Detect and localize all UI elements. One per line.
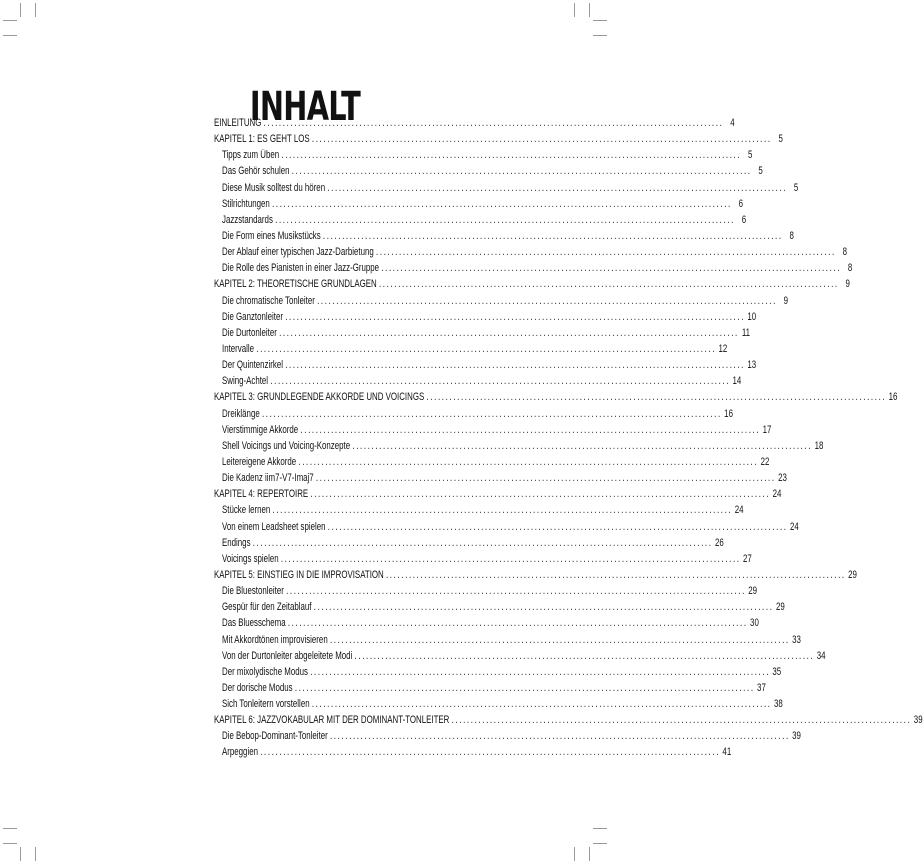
dot-leader: ........................................................................................................................ [385,568,846,581]
toc-page-number: 12 [718,342,728,355]
toc-entry-label: Stilrichtungen [222,197,270,210]
toc-section-entry [214,212,747,228]
toc-page-number: 29 [748,585,758,598]
crop-mark [589,3,590,17]
toc-page-number: 23 [778,472,787,485]
page-title: INHALT [249,83,361,130]
dot-leader: ........................................................................................................................ [354,649,815,662]
toc-page-number: 22 [760,455,770,468]
toc-page-number: 16 [724,407,733,420]
dot-leader: ........................................................................................................................ [279,326,739,339]
dot-leader: ........................................................................................................................ [281,149,742,162]
toc-entry-label: KAPITEL 6: JAZZVOKABULAR MIT DER DOMINANT-TONLEITER [214,714,450,727]
toc-entry-label: EINLEITUNG [214,117,262,129]
crop-mark [20,3,21,17]
toc-entry-label: Die Bluestonleiter [222,585,284,598]
crop-mark [3,828,17,829]
toc-section-entry [214,744,732,760]
toc-section-entry [214,664,782,680]
crop-mark [589,847,590,861]
toc-page-number: 9 [845,278,850,291]
toc-page-number: 34 [816,649,826,662]
toc-section-entry [214,519,799,535]
dot-leader: ........................................................................................................................ [310,488,771,501]
toc-page-number: 8 [842,246,848,259]
toc-entry-label: Gespür für den Zeitablauf [222,601,312,614]
toc-page-number: 38 [774,698,783,711]
toc-chapter-entry [214,486,782,502]
dot-leader: ........................................................................................................................ [298,455,759,468]
toc-page-number: 24 [734,504,744,517]
toc-chapter-entry [214,276,850,292]
dot-leader: ........................................................................................................................ [285,359,746,372]
toc-page-number: 39 [792,730,801,743]
dot-leader: ........................................................................................................................ [285,310,746,323]
toc-entry-label: KAPITEL 5: EINSTIEG IN DIE IMPROVISATION [214,568,384,581]
toc-section-entry [214,244,848,260]
dot-leader: ........................................................................................................................ [313,601,774,614]
dot-leader: ........................................................................................................................ [275,213,735,226]
toc-entry-label: Shell Voicings und Voicing-Konzepte [222,439,351,452]
crop-mark [593,20,607,21]
crop-mark [3,20,17,21]
toc-page-number: 5 [748,149,753,162]
toc-page-number: 29 [848,568,857,581]
toc-entry-label: Die Form eines Musikstücks [222,229,321,242]
dot-leader: ........................................................................................................................ [317,294,777,307]
dot-leader: ........................................................................................................................ [352,439,813,452]
dot-leader: ........................................................................................................................ [286,585,746,598]
toc-entry-label: KAPITEL 4: REPERTOIRE [214,488,309,501]
toc-section-entry [214,309,757,325]
dot-leader: ........................................................................................................................ [426,391,887,404]
toc-section-entry [214,615,759,631]
toc-section-entry [214,535,724,551]
dot-leader: ........................................................................................................................ [294,681,755,694]
toc-entry-label: Von der Durtonleiter abgeleitete Modi [222,649,353,662]
toc-page-number: 24 [790,520,799,533]
toc-entry-label: Die chromatische Tonleiter [222,294,315,307]
dot-leader: ........................................................................................................................ [270,375,731,388]
dot-leader: ........................................................................................................................ [272,197,732,210]
dot-leader: ........................................................................................................................ [376,246,836,259]
toc-page-number: 8 [789,229,794,242]
toc-entry-label: Stücke lernen [222,504,271,517]
toc-page-number: 29 [775,601,785,614]
dot-leader: ........................................................................................................................ [261,407,722,420]
dot-leader: ........................................................................................................................ [329,633,790,646]
toc-page-number: 27 [743,552,752,565]
dot-leader: ........................................................................................................................ [322,229,783,242]
toc-section-entry [214,728,801,744]
crop-mark [3,35,17,36]
crop-mark [3,843,17,844]
toc-entry-label: Der Ablauf einer typischen Jazz-Darbietung [222,246,374,259]
toc-entry-label: Leitereigene Akkorde [222,455,297,468]
toc-section-entry [214,583,758,599]
toc-section-entry [214,180,799,196]
dot-leader: ........................................................................................................................ [256,342,717,355]
dot-leader: ........................................................................................................................ [381,262,842,275]
toc-page-number: 37 [757,681,766,694]
toc-section-entry [214,454,770,470]
toc-entry-label: Die Bebop-Dominant-Tonleiter [222,730,328,743]
toc-entry-label: Das Gehör schulen [222,165,290,178]
toc-section-entry [214,502,744,518]
toc-page-number: 18 [814,439,824,452]
toc-entry-label: Jazzstandards [222,213,273,226]
toc-entry-label: Die Ganztonleiter [222,310,283,323]
dot-leader: ........................................................................................................................ [315,472,776,485]
toc-page-number: 8 [847,262,853,275]
toc-page-number: 26 [714,536,724,549]
toc-section-entry [214,163,763,179]
toc-page-number: 16 [888,391,898,404]
toc-page-number: 24 [772,488,782,501]
toc-section-entry [214,357,757,373]
dot-leader: ........................................................................................................................ [378,278,839,291]
dot-leader: ........................................................................................................................ [272,504,733,517]
dot-leader: ........................................................................................................................ [327,520,788,533]
dot-leader: ........................................................................................................................ [310,665,771,678]
toc-section-entry [214,680,766,696]
table-of-contents [214,115,923,761]
dot-leader: ........................................................................................................................ [260,746,721,759]
toc-entry-label: Die Kadenz iim7-V7-Imaj7 [222,472,314,485]
toc-entry-label: Der dorische Modus [222,681,293,694]
toc-page-number: 11 [741,326,751,339]
toc-section-entry [214,406,733,422]
toc-section-entry [214,325,751,341]
toc-page-number: 5 [793,181,799,194]
toc-section-entry [214,260,853,276]
toc-page-number: 13 [747,359,757,372]
toc-page-number: 39 [913,714,923,727]
toc-section-entry [214,293,789,309]
toc-page-number: 33 [792,633,801,646]
toc-page-number: 14 [732,375,742,388]
dot-leader: ........................................................................................................................ [451,714,912,727]
toc-chapter-entry [214,567,857,583]
crop-mark [574,3,575,17]
toc-page-number: 10 [747,310,757,323]
toc-page-number: 17 [762,423,772,436]
dot-leader: ........................................................................................................................ [263,117,724,129]
dot-leader: ........................................................................................................................ [291,165,752,178]
toc-section-entry [214,422,772,438]
toc-section-entry [214,696,783,712]
toc-section-entry [214,147,753,163]
toc-entry-label: Von einem Leadsheet spielen [222,520,326,533]
dot-leader: ........................................................................................................................ [311,698,772,711]
dot-leader: ........................................................................................................................ [280,552,741,565]
toc-entry-label: Intervalle [222,342,255,355]
dot-leader: ........................................................................................................................ [287,617,748,630]
toc-entry-label: Tipps zum Üben [222,149,280,162]
toc-entry-label: Das Bluesschema [222,617,286,630]
toc-section-entry [214,341,728,357]
toc-entry-label: Vierstimmige Akkorde [222,423,299,436]
crop-mark [593,843,607,844]
toc-entry-label: Dreiklänge [222,407,260,420]
toc-entry-label: Die Durtonleiter [222,326,277,339]
crop-mark [20,847,21,861]
toc-entry-label: Voicings spielen [222,552,279,565]
toc-entry-label: Swing-Achtel [222,375,269,388]
dot-leader: ........................................................................................................................ [300,423,761,436]
crop-mark [593,828,607,829]
toc-entry-label: Mit Akkordtönen improvisieren [222,633,328,646]
toc-entry-label: Diese Musik solltest du hören [222,181,326,194]
crop-mark [574,847,575,861]
toc-chapter-entry [214,131,783,147]
toc-section-entry [214,228,794,244]
toc-chapter-entry [214,712,923,728]
crop-mark [593,35,607,36]
toc-page-number: 41 [722,746,732,759]
dot-leader: ........................................................................................................................ [329,730,790,743]
toc-entry-label: Arpeggien [222,746,258,759]
toc-entry-label: Endings [222,536,251,549]
toc-page-number: 5 [758,165,763,178]
toc-entry-label: KAPITEL 1: ES GEHT LOS [214,133,310,146]
toc-page-number: 9 [783,294,789,307]
toc-section-entry [214,373,742,389]
toc-section-entry [214,551,752,567]
toc-entry-label: KAPITEL 2: THEORETISCHE GRUNDLAGEN [214,278,377,291]
toc-section-entry [214,196,744,212]
toc-chapter-entry [214,115,735,131]
toc-section-entry [214,438,824,454]
dot-leader: ........................................................................................................................ [311,133,772,146]
toc-section-entry [214,632,801,648]
toc-page-number: 6 [738,197,744,210]
toc-entry-label: KAPITEL 3: GRUNDLEGENDE AKKORDE UND VOICINGS [214,391,425,404]
toc-page-number: 4 [730,117,735,129]
toc-page-number: 35 [772,665,782,678]
dot-leader: ........................................................................................................................ [252,536,713,549]
toc-chapter-entry [214,389,898,405]
crop-mark [35,3,36,17]
crop-mark [35,847,36,861]
toc-section-entry [214,648,826,664]
toc-page-number: 6 [741,213,747,226]
dot-leader: ........................................................................................................................ [327,181,788,194]
toc-page-number: 5 [778,133,783,146]
toc-page-number: 30 [750,617,759,630]
toc-entry-label: Der Quintenzirkel [222,359,283,372]
toc-section-entry [214,599,785,615]
toc-entry-label: Der mixolydische Modus [222,665,308,678]
toc-entry-label: Die Rolle des Pianisten in einer Jazz-Gruppe [222,262,380,275]
toc-section-entry [214,470,787,486]
toc-entry-label: Sich Tonleitern vorstellen [222,698,310,711]
